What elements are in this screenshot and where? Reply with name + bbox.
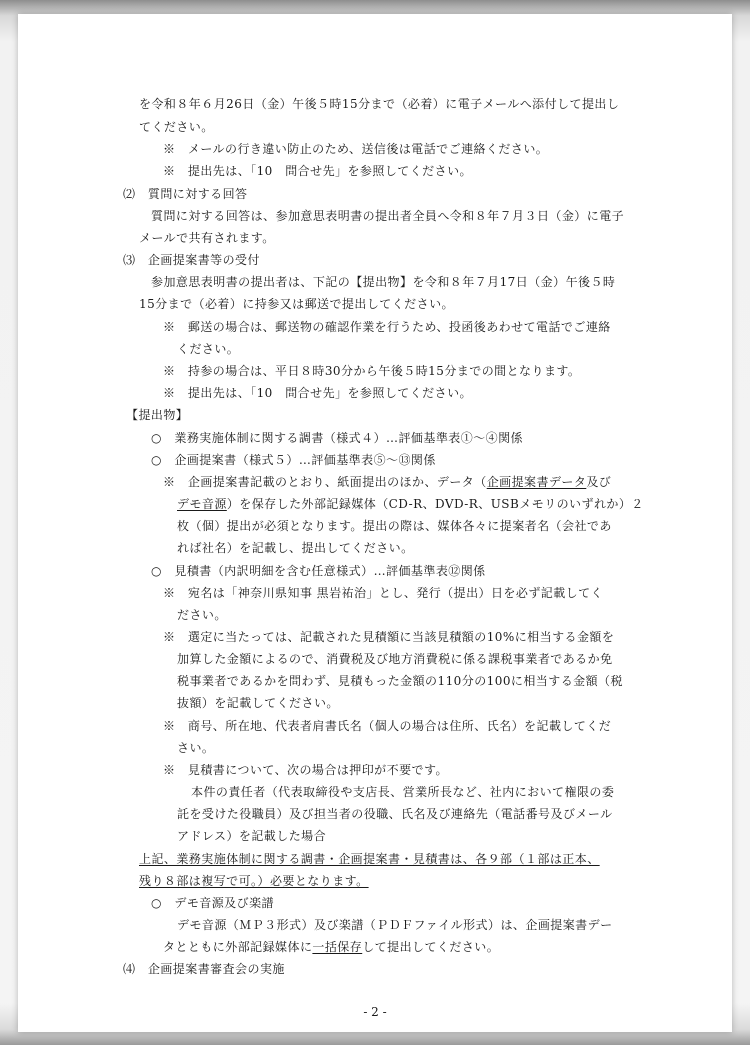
note-line: ※ 持参の場合は、平日８時30分から午後５時15分までの間となります。 <box>163 364 581 378</box>
underlined-text: 企画提案書データ <box>486 475 587 489</box>
note-line: ※ 提出先は、「10 問合せ先」を参照してください。 <box>163 164 472 178</box>
underlined-text: デモ音源 <box>177 497 227 511</box>
note-line: 抜額）を記載してください。 <box>177 696 339 710</box>
text-line: デモ音源（ＭＰ３形式）及び楽譜（ＰＤＦファイル形式）は、企画提案書デー <box>177 918 613 932</box>
note-line: 加算した金額によるので、消費税及び地方消費税に係る課税事業者であるか免 <box>177 652 613 666</box>
note-line: ※ 提出先は、「10 問合せ先」を参照してください。 <box>163 386 472 400</box>
text-line: 託を受けた役職員）及び担当者の役職、氏名及び連絡先（電話番号及びメール <box>177 807 613 821</box>
note-line: ※ 郵送の場合は、郵送物の確認作業を行うため、投函後あわせて電話でご連絡 <box>163 320 611 334</box>
underlined-text: 一括保存 <box>312 940 363 954</box>
page-number: - 2 - <box>363 1005 387 1019</box>
note-text: 及び <box>586 475 612 489</box>
note-line: ※ 宛名は「神奈川県知事 黒岩祐治」とし、発行（提出）日を必ず記載してく <box>163 586 604 600</box>
note-line: ださい。 <box>177 608 227 622</box>
note-line: 税事業者であるかを問わず、見積もった金額の110分の100に相当する金額（税 <box>177 674 623 688</box>
note-line <box>163 475 611 489</box>
text-line: 15分まで（必着）に持参又は郵送で提出してください。 <box>139 297 454 311</box>
list-item: ○ 見積書（内訳明細を含む任意様式）…評価基準表⑫関係 <box>151 564 486 578</box>
list-item: ○ デモ音源及び楽譜 <box>151 896 274 910</box>
text-line: 本件の責任者（代表取締役や支店長、営業所長など、社内において権限の委 <box>191 785 615 799</box>
text-line: 質問に対する回答は、参加意思表明書の提出者全員へ令和８年７月３日（金）に電子 <box>151 209 625 223</box>
text-line <box>163 940 499 954</box>
section-heading: ⑵ 質問に対する回答 <box>123 187 248 201</box>
note-line: れば社名）を記載し、提出してください。 <box>177 541 414 555</box>
section-heading: ⑶ 企画提案書等の受付 <box>123 253 260 267</box>
note-line: 枚（個）提出が必須となります。提出の際は、媒体各々に提案者名（会社であ <box>177 519 612 533</box>
text-line: アドレス）を記載した場合 <box>177 829 327 843</box>
list-item: ○ 企画提案書（様式５）…評価基準表⑤～⑬関係 <box>151 453 436 467</box>
section-heading: ⑷ 企画提案書審査会の実施 <box>123 962 285 976</box>
note-text: ※ 企画提案書記載のとおり、紙面提出のほか、データ（ <box>163 475 487 489</box>
text-line: 参加意思表明書の提出者は、下記の【提出物】を令和８年７月17日（金）午後５時 <box>151 275 616 289</box>
note-text: ）を保存した外部記録媒体（CD-R、DVD-R、USBメモリのいずれか）２ <box>226 497 644 511</box>
note-line: さい。 <box>177 741 215 755</box>
note-line: ※ 商号、所在地、代表者肩書氏名（個人の場合は住所、氏名）を記載してくだ <box>163 719 612 733</box>
text-segment: タとともに外部記録媒体に <box>163 940 313 954</box>
submission-heading: 【提出物】 <box>126 408 189 422</box>
note-line: ※ 選定に当たっては、記載された見積額に当該見積額の10%に相当する金額を <box>163 630 615 644</box>
note-line <box>177 497 644 511</box>
text-line: てください。 <box>139 120 214 134</box>
underlined-line: 残り８部は複写で可。）必要となります。 <box>139 874 369 888</box>
note-line: ※ 見積書について、次の場合は押印が不要です。 <box>163 763 448 777</box>
note-line: ※ メールの行き違い防止のため、送信後は電話でご連絡ください。 <box>163 142 549 156</box>
underlined-line: 上記、業務実施体制に関する調書・企画提案書・見積書は、各９部（１部は正本、 <box>139 852 600 866</box>
text-line: メールで共有されます。 <box>139 231 275 245</box>
note-line: ください。 <box>177 342 240 356</box>
text-segment: して提出してください。 <box>362 940 500 954</box>
text-line: を令和８年６月26日（金）午後５時15分まで（必着）に電子メールへ添付して提出し <box>139 97 620 111</box>
list-item: ○ 業務実施体制に関する調書（様式４）…評価基準表①～④関係 <box>151 431 523 445</box>
